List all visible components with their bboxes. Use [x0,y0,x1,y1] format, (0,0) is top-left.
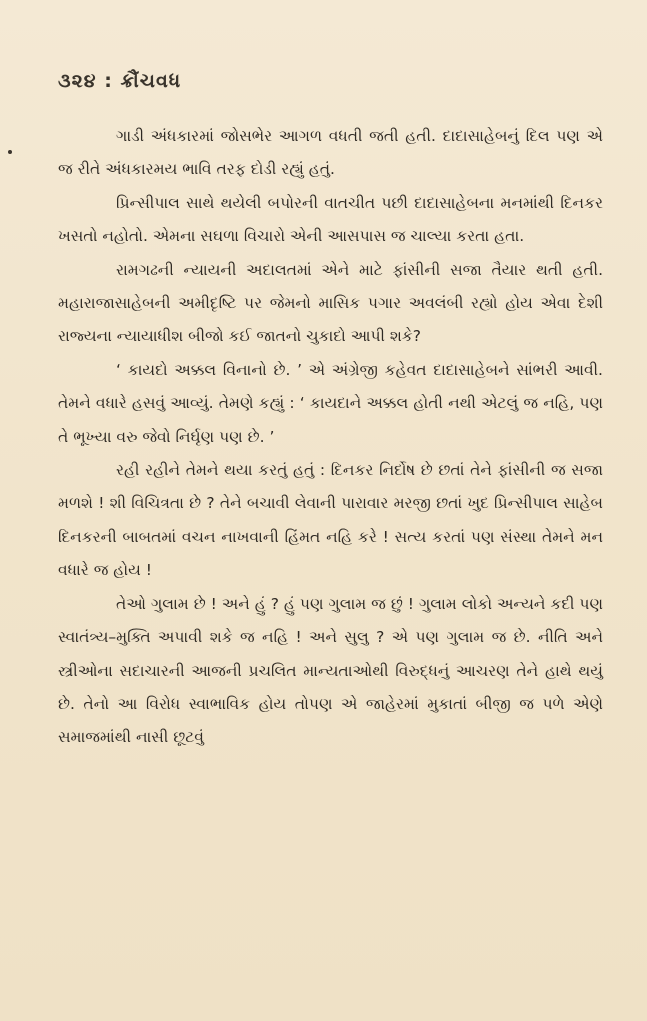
body-text [58,120,603,755]
margin-mark [8,150,12,154]
paragraph: પ્રિન્સીપાલ સાથે થયેલી બપોરની વાતચીત પછી દાદાસાહેબના મનમાંથી દિનકર ખસતો નહોતો. એમના સઘળા વિચારો એની આસપાસ જ ચાલ્યા કરતા હતા. [58,193,603,246]
page-header [58,70,181,92]
paragraph: ‘ કાયદો અક્કલ વિનાનો છે. ’ એ અંગ્રેજી કહેવત દાદાસાહેબને સાંભરી આવી. તેમને વધારે હસવું આવ્યું. તેમણે કહ્યું : ‘ કાયદાને અક્કલ હોતી નથી એટલું જ નહિ, પણ તે ભૂખ્યા વરુ જેવો નિર્ઘૃણ પણ છે. ’ [58,360,603,446]
header-separator: : [104,70,113,92]
paragraph: રામગઢની ન્યાયની અદાલતમાં એને માટે ફાંસીની સજા તૈયાર થતી હતી. મહારાજાસાહેબની અમીદૃષ્ટિ પર જેમનો માસિક પગાર અવલંબી રહ્યો હોય એવા દેશી રાજ્યના ન્યાયાધીશ બીજો કઈ જાતનો ચુકાદો આપી શકે? [58,260,603,346]
paragraph: તેઓ ગુલામ છે ! અને હું ? હું પણ ગુલામ જ છું ! ગુલામ લોકો અન્યને કદી પણ સ્વાતંત્ર્ય–મુક્તિ અપાવી શકે જ નહિ ! અને સુલુ ? એ પણ ગુલામ જ છે. નીતિ અને સ્ત્રીઓના સદાચારની આજની પ્રચલિત માન્યતાઓથી વિરુદ્ધનું આચરણ તેને હાથે થયું છે. તેનો આ વિરોધ સ્વાભાવિક હોય તોપણ એ જાહેરમાં મુકાતાં બીજી જ પળે એણે સમાજમાંથી નાસી છૂટવું [58,594,603,747]
page-number: ૩૨૪ [58,70,97,92]
book-title: ક્રૌંચવધ [120,70,182,92]
paragraph: ગાડી અંધકારમાં જોસભેર આગળ વધતી જતી હતી. દાદાસાહેબનું દિલ પણ એ જ રીતે અંધકારમય ભાવિ તરફ દોડી રહ્યું હતું. [58,127,603,179]
paragraph: રહી રહીને તેમને થયા કરતું હતું : દિનકર નિર્દોષ છે છતાં તેને ફાંસીની જ સજા મળશે ! શી વિચિત્રતા છે ? તેને બચાવી લેવાની પારાવાર મરજી છતાં ખુદ પ્રિન્સીપાલ સાહેબ દિનકરની બાબતમાં વચન નાખવાની હિંમત નહિ કરે ! સત્ય કરતાં પણ સંસ્થા તેમને મન વધારે જ હોય ! [58,461,603,580]
